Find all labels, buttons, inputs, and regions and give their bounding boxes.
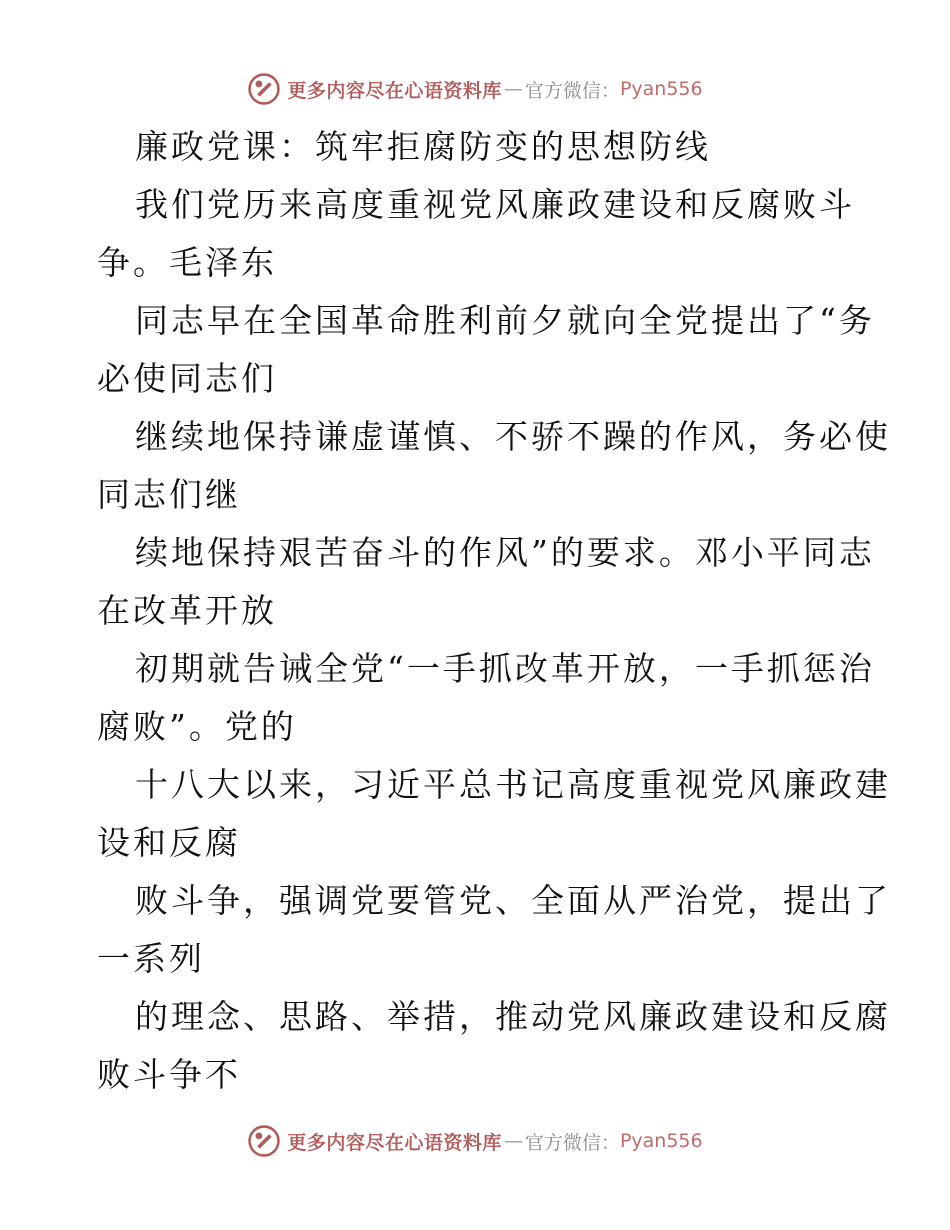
text-line: 腐败”。党的	[97, 707, 297, 746]
watermark-separator: —	[503, 78, 523, 100]
footer-watermark	[0, 1124, 950, 1158]
text-line: 同志早在全国革命胜利前夕就向全党提出了“务	[135, 301, 875, 340]
watermark-separator: —	[503, 1130, 523, 1152]
logo-icon	[247, 1124, 281, 1158]
watermark-label: 官方微信：	[524, 1131, 620, 1154]
text-line: 争。毛泽东	[97, 243, 277, 282]
text-line: 在改革开放	[97, 591, 277, 630]
watermark-id: Pyan556	[619, 78, 703, 100]
text-line: 一系列	[97, 939, 205, 978]
watermark-id: Pyan556	[619, 1130, 703, 1152]
text-line: 败斗争，强调党要管党、全面从严治党，提出了	[135, 881, 891, 920]
text-line: 续地保持艰苦奋斗的作风”的要求。邓小平同志	[135, 533, 875, 572]
logo-icon	[247, 72, 281, 106]
text-line: 设和反腐	[97, 823, 241, 862]
header-watermark	[0, 72, 950, 106]
watermark-main-text: 更多内容尽在心语资料库	[287, 79, 502, 102]
text-line: 十八大以来，习近平总书记高度重视党风廉政建	[135, 765, 891, 804]
text-line: 我们党历来高度重视党风廉政建设和反腐败斗	[135, 185, 855, 224]
document-title: 廉政党课：筑牢拒腐防变的思想防线	[135, 127, 711, 166]
text-line: 败斗争不	[97, 1055, 241, 1094]
text-line: 的理念、思路、举措，推动党风廉政建设和反腐	[135, 997, 891, 1036]
text-line: 初期就告诫全党“一手抓改革开放，一手抓惩治	[135, 649, 875, 688]
text-line: 必使同志们	[97, 359, 277, 398]
document-body	[97, 118, 891, 1104]
watermark-main-text: 更多内容尽在心语资料库	[287, 1131, 502, 1154]
text-line: 同志们继	[97, 475, 241, 514]
watermark-label: 官方微信：	[524, 79, 620, 102]
text-line: 继续地保持谦虚谨慎、不骄不躁的作风，务必使	[135, 417, 891, 456]
